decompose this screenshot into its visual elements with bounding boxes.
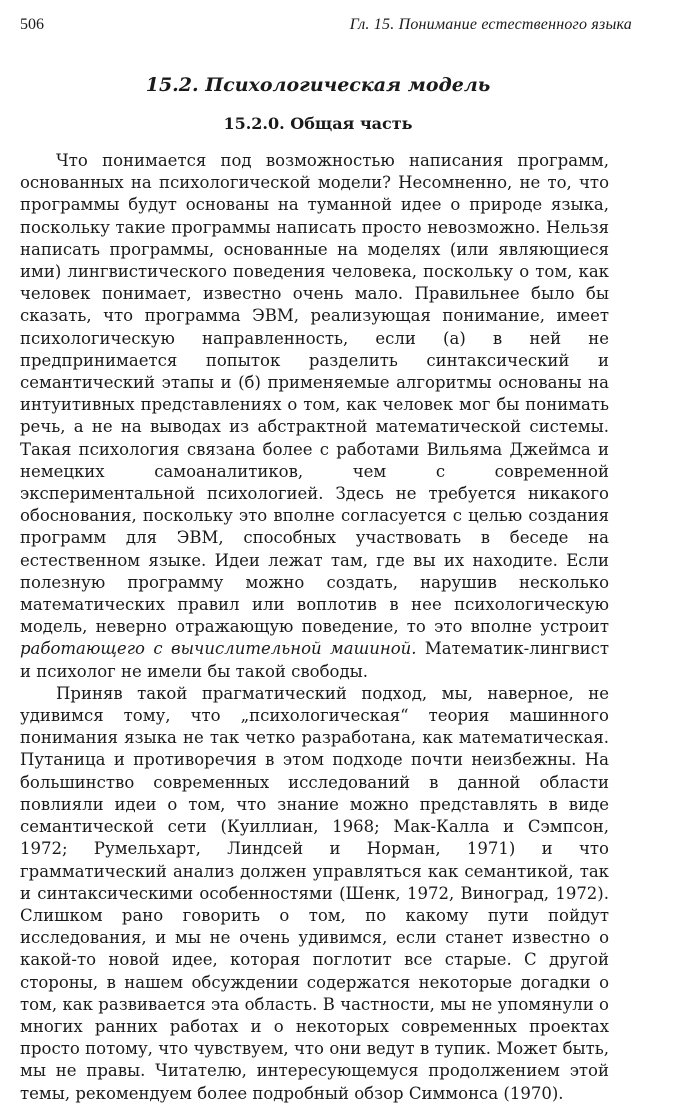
running-head [20,16,632,40]
paragraph-1-tail: Математик-лингвист и психолог не имели бы такой свободы. [20,639,609,681]
page-number: 506 [20,16,44,33]
paragraph-2: Приняв такой прагматический подход, мы, наверное, не удивимся тому, что „психологическая“ теория машинного понимания языка не так четко разработана, как математическая. Путаница и противоречия в этом подходе почти неизбежны. На большинство современных исследований в данной области повлияли идеи о том, что знание можно представлять в виде семантической сети (Куиллиан, 1968; Мак-Калла и Сэмпсон, 1972; Румельхарт, Линдсей и Норман, 1971) и что грамматический анализ должен управляться как семантикой, так и синтаксическими особенностями (Шенк, 1972, Виноград, 1972). Слишком рано говорить о том, по какому пути пойдут исследования, и мы не очень удивимся, если станет известно о какой-то новой идее, которая поглотит все старые. С другой стороны, в нашем обсуждении содержатся некоторые догадки о том, как развивается эта область. В частности, мы не упомянули о многих ранних работах и о некоторых современных проектах просто потому, что чувствуем, что они ведут в тупик. Может быть, мы не правы. Читателю, интересующемуся продолжением этой темы, рекомендуем более подробный обзор Симмонса (1970). [20,683,609,1103]
body-text [20,150,609,1105]
paragraph-1-text: Что понимается под возможностью написания программ, основанных на психологической модели? Несомненно, не то, что программы будут основаны на туманной идее о природе языка, поскольку такие программы написать просто невозможно. Нельзя написать программы, основанные на моделях (или являющиеся ими) лингвистического поведения человека, поскольку о том, как человек понимает, известно очень мало. Правильнее было бы сказать, что программа ЭВМ, реализующая понимание, имеет психологическую направленность, если (а) в ней не предпринимается попыток разделить синтаксический и семантический этапы и (б) применяемые алгоритмы основаны на интуитивных представлениях о том, как человек мог бы понимать речь, а не на выводах из абстрактной математической системы. Такая психология связана более с работами Вильяма Джеймса и немецких самоаналитиков, чем с современной экспериментальной психологией. Здесь не требуется никакого обоснования, поскольку это вполне согласуется с целью создания программ для ЭВМ, способных участвовать в беседе на естественном языке. Идеи лежат там, где вы их находите. Если полезную программу можно создать, нарушив несколько математических правил или воплотив в нее психологическую модель, неверно отражающую поведение, то это вполне устроит [20,151,609,637]
section-title: 15.2. Психологическая модель [145,74,491,96]
paragraph-1 [20,150,609,683]
chapter-title: Гл. 15. Понимание естественного языка [349,16,632,33]
paragraph-1-emphasis: работающего с вычислительной машиной. [20,639,417,659]
subsection-title: 15.2.0. Общая часть [223,114,413,133]
